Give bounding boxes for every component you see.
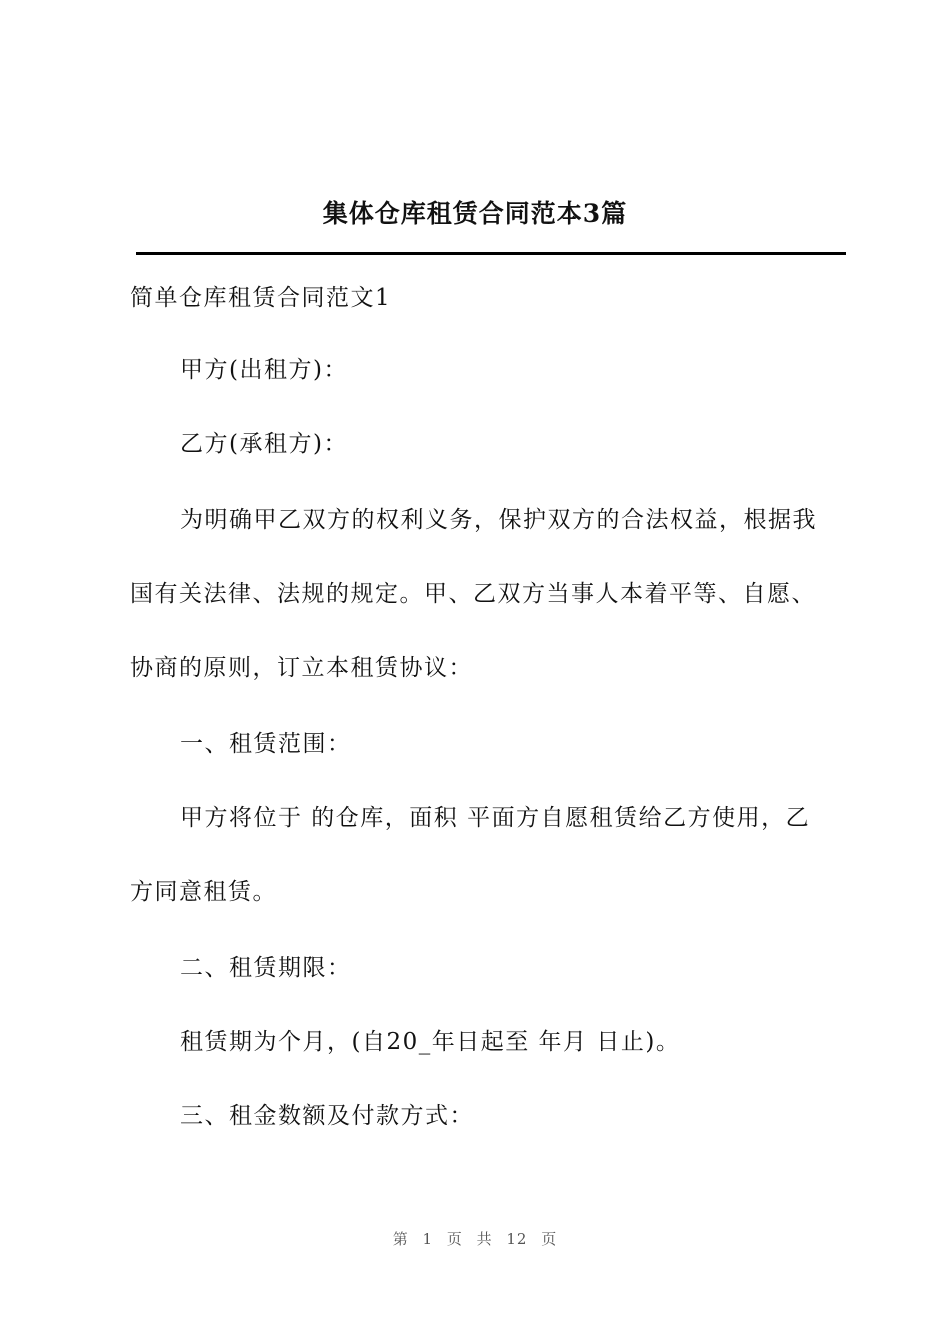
party-b-line: 乙方(承租方)： bbox=[180, 431, 348, 457]
paragraph-line: 协商的原则，订立本租赁协议： bbox=[130, 655, 473, 681]
document-title: 集体仓库租赁合同范本3篇 bbox=[322, 199, 628, 228]
clause-heading: 二、租赁期限： bbox=[180, 955, 352, 981]
section-heading: 简单仓库租赁合同范文1 bbox=[130, 285, 392, 311]
clause-heading: 三、租金数额及付款方式： bbox=[180, 1103, 474, 1129]
paragraph-line: 为明确甲乙双方的权利义务，保护双方的合法权益，根据我 bbox=[180, 507, 817, 533]
paragraph-line: 租赁期为个月，(自20_年日起至 年月 日止)。 bbox=[180, 1029, 681, 1055]
paragraph-line: 甲方将位于 的仓库，面积 平面方自愿租赁给乙方使用，乙 bbox=[180, 805, 811, 831]
party-a-line: 甲方(出租方)： bbox=[180, 357, 348, 383]
paragraph-line: 方同意租赁。 bbox=[130, 879, 277, 905]
page-number: 第 1 页 共 12 页 bbox=[392, 1230, 558, 1248]
paragraph-line: 国有关法律、法规的规定。甲、乙双方当事人本着平等、自愿、 bbox=[130, 581, 816, 607]
title-divider bbox=[136, 252, 846, 255]
clause-heading: 一、租赁范围： bbox=[180, 731, 352, 757]
